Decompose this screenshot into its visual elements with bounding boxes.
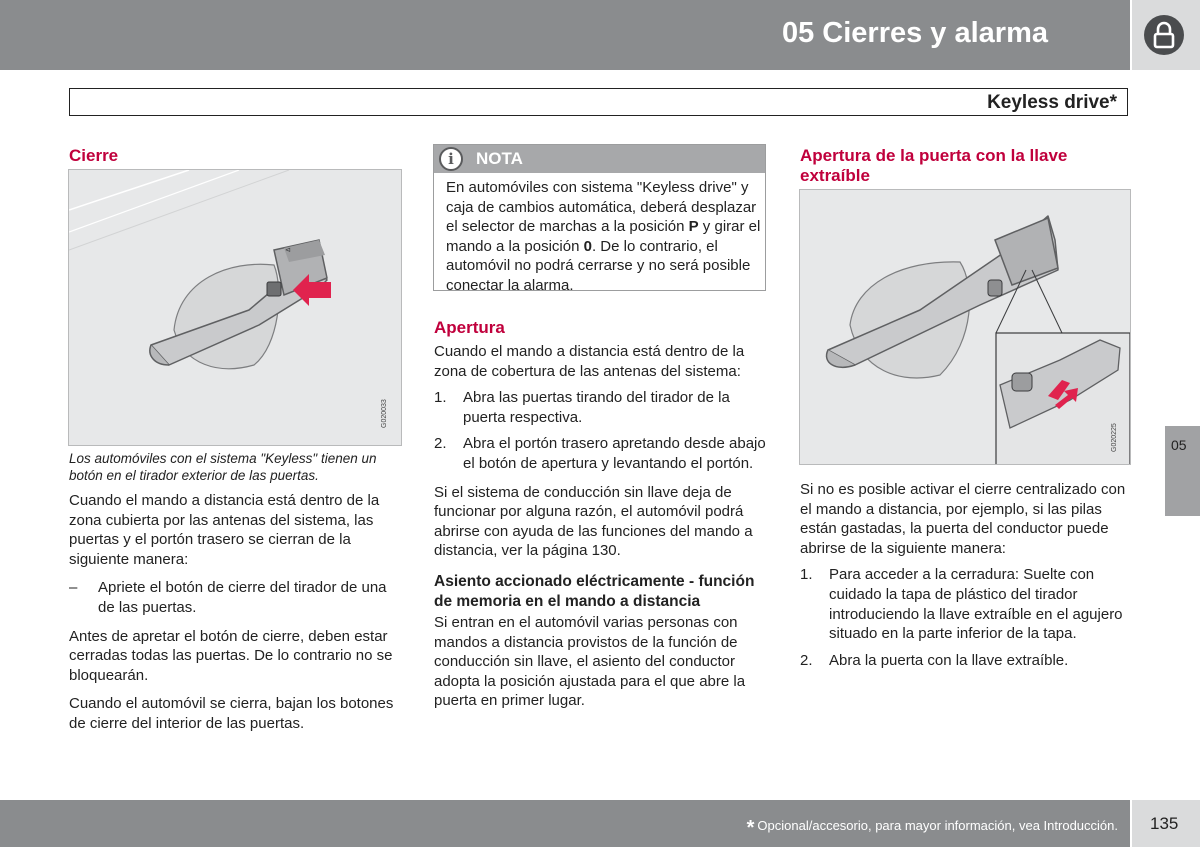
- door-handle-illustration: [68, 169, 402, 446]
- section-title-bar: [69, 88, 1128, 116]
- figure-caption: Los automóviles con el sistema "Keyless" tienen un botón en el tirador exterior de las puertas.: [69, 451, 377, 483]
- paragraph: Cuando el automóvil se cierra, bajan los botones de cierre del interior de las puertas.: [69, 695, 394, 732]
- footnote-star: *: [746, 817, 755, 839]
- list-item-text: Apriete el botón de cierre del tirador de una de las puertas.: [98, 579, 387, 616]
- note-label: NOTA: [476, 149, 523, 168]
- paragraph: Si no es posible activar el cierre centralizado con el mando a distancia, por ejemplo, si las pilas están gastadas, la puerta del conductor puede abrirse de la siguiente manera:: [800, 481, 1126, 557]
- list-item: 1. Para acceder a la cerradura: Suelte con cuidado la tapa de plástico del tirador introduciendo la llave extraíble en el agujero situado en la parte inferior de la tapa.: [800, 566, 1123, 643]
- list-item: 1. Abra las puertas tirando del tirador de la puerta respectiva.: [434, 389, 730, 426]
- note-box: [433, 144, 766, 294]
- heading-cierre: Cierre: [69, 146, 119, 165]
- chapter-icon-box: [1132, 0, 1200, 70]
- note-header: [434, 145, 765, 173]
- footnote-text: Opcional/accesorio, para mayor información, vea Introducción.: [757, 818, 1118, 833]
- right-text-block: [800, 480, 1130, 670]
- padlock-icon: [1144, 15, 1184, 55]
- figure-code: G020033: [381, 399, 388, 428]
- chapter-title: 05 Cierres y alarma: [781, 17, 1048, 49]
- chapter-side-tab: [1165, 426, 1200, 516]
- note-text: En automóviles con sistema "Keyless drive" y caja de cambios automática, deberá desplazar el selector de marchas a la posición P y girar el mando a la posición 0. De lo contrario, el automóvil no podrá cerrarse y no será posible conectar la alarma.: [446, 179, 761, 294]
- svg-text:⊲: ⊲: [285, 246, 291, 254]
- middle-text-block: [434, 342, 768, 711]
- paragraph: Cuando el mando a distancia está dentro de la zona de cobertura de las antenas del sistema:: [434, 343, 745, 380]
- page-number: 135: [1150, 814, 1179, 833]
- paragraph: Si el sistema de conducción sin llave deja de funcionar por alguna razón, el automóvil podrá abrirse con ayuda de las funciones del mando a distancia, ver la página 130.: [434, 483, 753, 560]
- list-item: 2. Abra la puerta con la llave extraíble.: [800, 651, 1069, 669]
- info-icon: i: [439, 147, 463, 171]
- paragraph: Cuando el mando a distancia está dentro de la zona cubierta por las antenas del sistema, las puertas y el portón trasero se cierran de la siguiente manera:: [69, 492, 380, 568]
- list-item: 2. Abra el portón trasero apretando desde abajo el botón de apertura y levantando el portón.: [434, 435, 766, 472]
- page-number-box: [1132, 800, 1200, 847]
- heading-apertura-llave: Apertura de la puerta con la llave extraíble: [800, 146, 1068, 185]
- left-text-block: [69, 491, 403, 734]
- list-item: [69, 578, 403, 617]
- footer-bar: [0, 800, 1130, 847]
- list-marker: –: [69, 579, 78, 597]
- chapter-header-bar: [0, 0, 1130, 70]
- subheading: Asiento accionado eléctricamente - función de memoria en el mando a distancia: [434, 572, 755, 611]
- footnote: [747, 817, 1118, 840]
- heading-apertura: Apertura: [434, 318, 505, 337]
- paragraph: Antes de apretar el botón de cierre, deben estar cerradas todas las puertas. De lo contrario no se bloquearán.: [69, 627, 393, 684]
- figure-code: G020225: [1111, 423, 1118, 452]
- side-tab-label: 05: [1171, 437, 1187, 453]
- paragraph: Si entran en el automóvil varias personas con mandos a distancia provistos de la función de conducción sin llave, el asiento del conductor adopta la posición ajustada para el que abre la puerta en primer lugar.: [434, 613, 746, 710]
- section-title: Keyless drive*: [987, 92, 1117, 113]
- door-handle-key-illustration: [799, 189, 1131, 465]
